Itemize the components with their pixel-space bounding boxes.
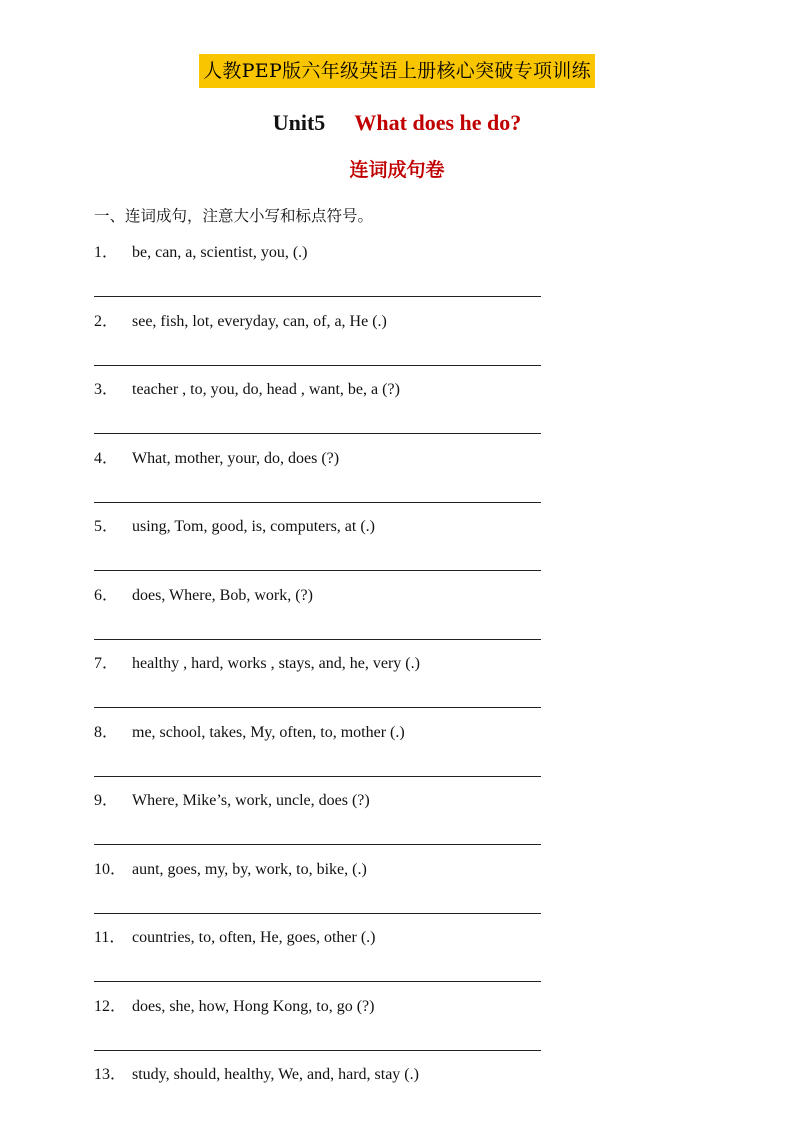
question-item [94,788,544,857]
answer-line[interactable] [94,913,541,914]
question-list [94,240,544,1131]
answer-line[interactable] [94,296,541,297]
question-number: 13． [94,1066,127,1083]
question-item [94,1062,544,1131]
question-words: me, school, takes, My, often, to, mother (.) [132,723,405,741]
question-words: see, fish, lot, everyday, can, of, a, He (.) [132,312,387,330]
question-number: 12． [94,997,127,1015]
section-instruction: 一、连词成句，注意大小写和标点符号。 [94,207,374,225]
question-prompt [94,788,370,814]
question-words: Where, Mike’s, work, uncle, does (?) [132,792,370,809]
answer-line[interactable] [94,844,541,845]
question-item [94,446,544,515]
banner-text: 人教PEP版六年级英语上册核心突破专项训练 [199,54,595,88]
question-prompt [94,446,339,472]
unit-code: Unit5 [272,110,326,135]
question-item [94,720,544,789]
question-number: 10． [94,860,127,878]
paper-title: 连词成句卷 [349,159,445,181]
question-number: 7． [94,655,119,672]
question-prompt [94,583,313,609]
question-item [94,857,544,926]
answer-line[interactable] [94,1050,541,1051]
unit-heading [0,108,794,138]
question-number: 8． [94,723,119,741]
question-item [94,925,544,994]
question-words: countries, to, often, He, goes, other (.) [132,929,376,946]
question-number: 3． [94,381,119,398]
question-number: 4． [94,449,119,467]
question-item [94,240,544,309]
answer-line[interactable] [94,639,541,640]
question-words: teacher , to, you, do, head , want, be, a (?) [132,381,400,398]
question-item [94,377,544,446]
question-prompt [94,994,374,1020]
answer-line[interactable] [94,981,541,982]
question-words: study, should, healthy, We, and, hard, stay (.) [132,1066,419,1083]
question-item [94,309,544,378]
question-prompt [94,309,387,335]
question-prompt [94,514,375,540]
question-words: be, can, a, scientist, you, (.) [132,244,308,261]
answer-line[interactable] [94,707,541,708]
question-words: healthy , hard, works , stays, and, he, very (.) [132,655,420,672]
question-number: 11． [94,929,126,946]
question-number: 2． [94,312,119,330]
question-prompt [94,377,400,403]
question-item [94,583,544,652]
question-words: What, mother, your, do, does (?) [132,449,340,467]
answer-line[interactable] [94,570,541,571]
answer-line[interactable] [94,502,541,503]
answer-line[interactable] [94,433,541,434]
question-number: 9． [94,792,119,809]
question-item [94,514,544,583]
answer-line[interactable] [94,365,541,366]
answer-line[interactable] [94,776,541,777]
question-words: does, she, how, Hong Kong, to, go (?) [132,997,375,1015]
question-prompt [94,651,420,677]
question-number: 1． [94,244,119,261]
question-words: using, Tom, good, is, computers, at (.) [132,518,376,535]
question-item [94,994,544,1063]
worksheet-banner [0,54,794,88]
question-prompt [94,857,367,883]
question-prompt [94,1062,419,1088]
question-words: aunt, goes, my, by, work, to, bike, (.) [132,860,367,878]
unit-title: What does he do? [354,110,522,135]
question-item [94,651,544,720]
question-words: does, Where, Bob, work, (?) [132,586,313,604]
question-prompt [94,720,405,746]
question-number: 6． [94,586,119,604]
question-prompt [94,240,308,266]
question-number: 5． [94,518,119,535]
question-prompt [94,925,375,951]
